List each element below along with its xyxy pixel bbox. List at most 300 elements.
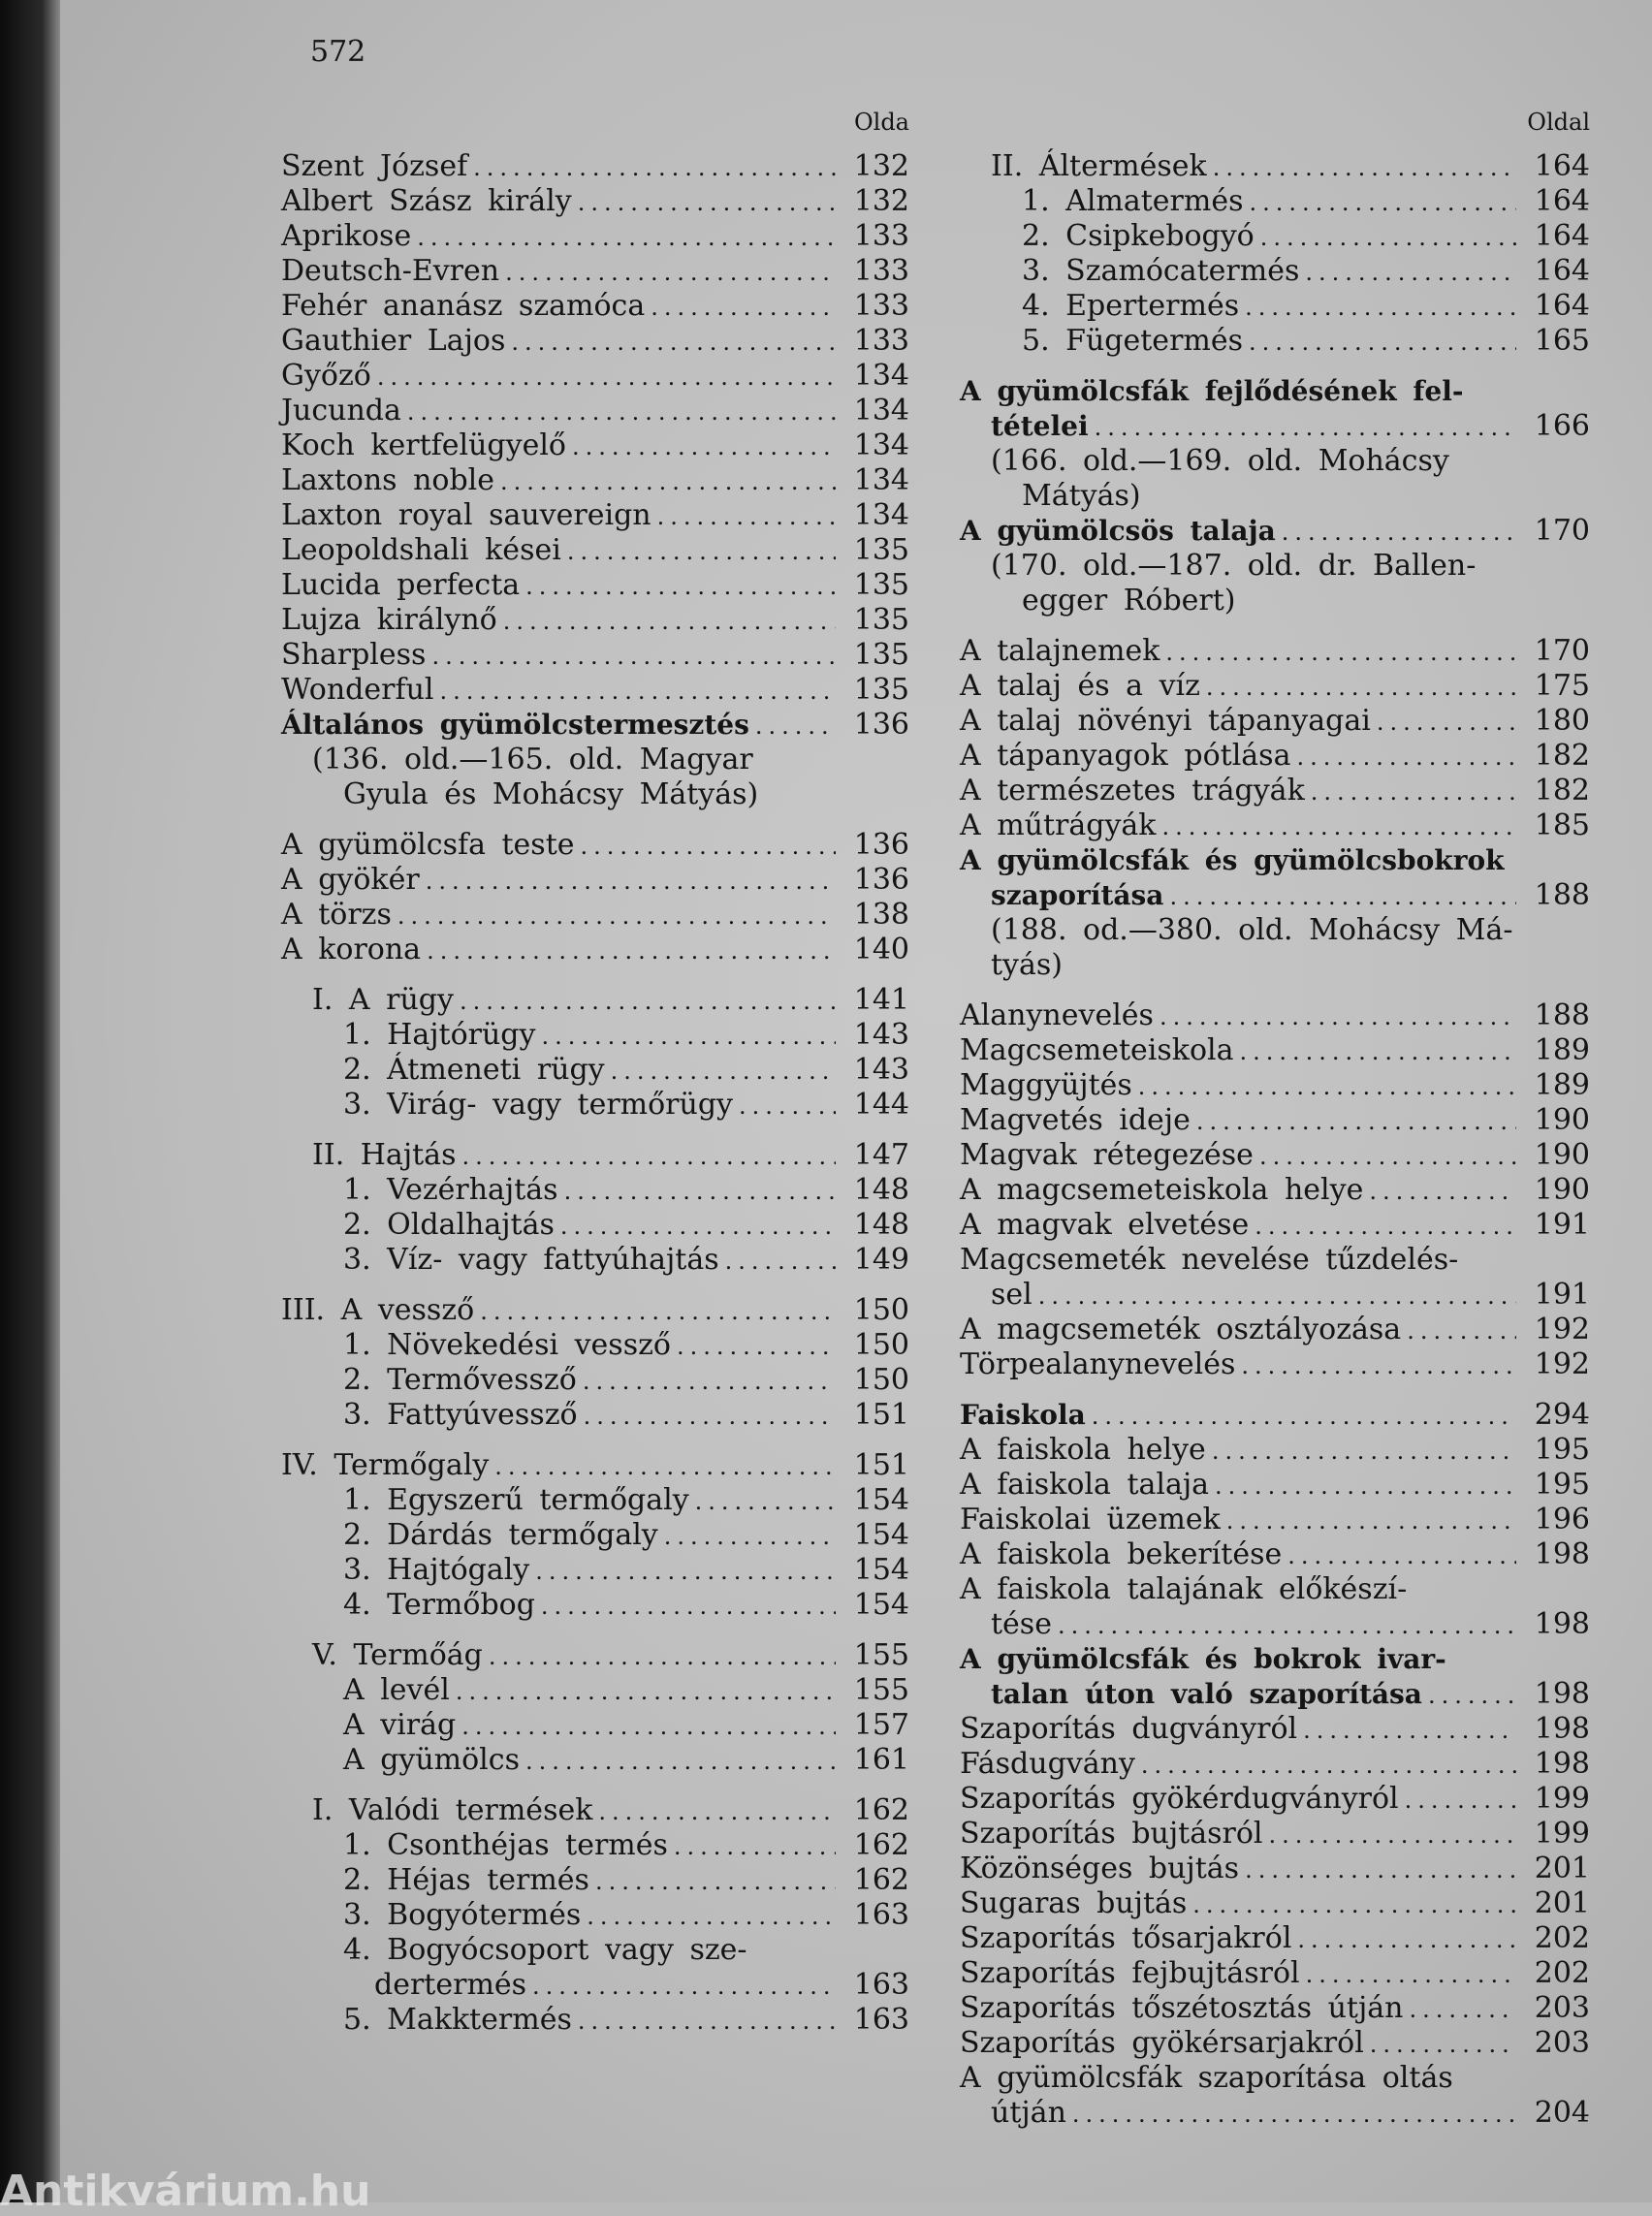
entry-page: 143 (853, 1018, 909, 1052)
toc-entry (281, 394, 909, 428)
entry-title: Albert Szász király (281, 184, 572, 218)
entry-title: Lujza királynő (281, 603, 497, 637)
entry-title: 4. Bogyócsoport vagy sze- (343, 1933, 747, 1967)
toc-entry (960, 1747, 1590, 1782)
toc-entry (960, 2061, 1590, 2096)
entry-page: 143 (853, 1053, 909, 1087)
dot-leader (1192, 1887, 1516, 1922)
entry-page: 190 (1534, 1138, 1590, 1172)
toc-entry (960, 1433, 1590, 1468)
entry-page: 162 (853, 1863, 909, 1897)
dot-leader (426, 864, 836, 899)
dot-leader (1370, 2027, 1516, 2062)
entry-title: egger Róbert) (1022, 584, 1236, 617)
toc-entry (960, 149, 1590, 184)
entry-page: 136 (853, 863, 909, 897)
dot-leader (1058, 1608, 1516, 1643)
toc-entry (960, 1138, 1590, 1173)
entry-title: II. Hajtás (312, 1138, 457, 1172)
entry-title: 1. Egyszerű termőgaly (343, 1483, 689, 1517)
dot-leader (541, 1019, 836, 1054)
toc-entry (960, 774, 1590, 808)
toc-entry (960, 808, 1590, 843)
toc-entry (281, 1518, 909, 1553)
entry-title: A virág (343, 1708, 457, 1742)
entry-page: 134 (853, 428, 909, 462)
entry-page: 154 (853, 1553, 909, 1587)
dot-leader (1245, 290, 1516, 325)
entry-title: A faiskola talajának előkészí- (960, 1572, 1408, 1606)
entry-title: Szaporítás gyökérsarjakról (960, 2026, 1364, 2060)
entry-page: 138 (853, 898, 909, 932)
dot-leader (1369, 1174, 1516, 1209)
entry-page: 163 (853, 1968, 909, 2002)
entry-title: A törzs (281, 898, 392, 932)
dot-leader (1138, 1069, 1516, 1104)
entry-title: szaporítása (991, 879, 1164, 911)
dot-leader (581, 829, 836, 864)
toc-entry (960, 1712, 1590, 1747)
entry-page: 164 (1534, 254, 1590, 288)
entry-title: Magcsemeték nevelése tűzdelés- (960, 1243, 1459, 1277)
toc-entry (281, 983, 909, 1018)
toc-entry (281, 1328, 909, 1363)
dot-leader (1169, 879, 1516, 914)
toc-entry (960, 1103, 1590, 1138)
dot-leader (677, 1329, 836, 1364)
toc-entry (281, 1933, 909, 1968)
toc-entry (960, 1033, 1590, 1068)
entry-title: Aprikose (281, 219, 412, 253)
toc-entry (281, 1638, 909, 1673)
entry-title: II. Áltermések (991, 149, 1207, 183)
dot-leader (1141, 1748, 1516, 1783)
toc-entry (281, 1398, 909, 1433)
entry-page: 136 (853, 708, 909, 742)
toc-entry (960, 444, 1590, 479)
entry-title: A magcsemeteiskola helye (960, 1173, 1364, 1207)
entry-page: 188 (1534, 878, 1590, 912)
dot-leader (1303, 1713, 1516, 1748)
toc-entry (281, 324, 909, 359)
toc-entry (960, 1398, 1590, 1433)
entry-title: 3. Víz- vagy fattyúhajtás (343, 1243, 719, 1277)
toc-entry (281, 1793, 909, 1828)
entry-title: A faiskola helye (960, 1433, 1206, 1467)
toc-entry (281, 1828, 909, 1863)
dot-leader (1072, 2097, 1516, 2132)
entry-title: 4. Epertermés (1022, 289, 1240, 323)
dot-leader (598, 1794, 836, 1829)
toc-entry (281, 673, 909, 708)
dot-leader (1215, 1469, 1516, 1504)
entry-title: 2. Héjas termés (343, 1863, 589, 1897)
entry-page: 150 (853, 1293, 909, 1327)
toc-entry (281, 1208, 909, 1243)
toc-entry (960, 998, 1590, 1033)
entry-page: 133 (853, 324, 909, 358)
dot-leader (431, 639, 836, 674)
entry-title: Wonderful (281, 673, 434, 707)
entry-title: Jucunda (281, 394, 401, 427)
dot-leader (1296, 740, 1516, 775)
entry-page: 294 (1534, 1398, 1590, 1432)
entry-title: sel (991, 1278, 1032, 1312)
dot-leader (407, 395, 836, 429)
dot-leader (1196, 1104, 1516, 1139)
toc-entry (960, 254, 1590, 289)
entry-title: 3. Fattyúvessző (343, 1398, 578, 1432)
toc-entry (281, 1448, 909, 1483)
entry-title: I. Valódi termések (312, 1793, 593, 1827)
entry-page: 190 (1534, 1173, 1590, 1207)
entry-title: 3. Szamócatermés (1022, 254, 1300, 288)
entry-page: 199 (1534, 1782, 1590, 1816)
entry-page: 148 (853, 1208, 909, 1242)
entry-page: 180 (1534, 704, 1590, 738)
entry-title: 2. Csipkebogyó (1022, 219, 1255, 253)
entry-page: 191 (1534, 1208, 1590, 1242)
entry-page: 135 (853, 673, 909, 707)
entry-title: III. A vessző (281, 1293, 475, 1327)
dot-leader (1405, 1783, 1516, 1818)
entry-title: Magvak rétegezése (960, 1138, 1254, 1172)
toc-entry (960, 704, 1590, 739)
dot-leader (651, 290, 836, 325)
entry-title: (136. old.—165. old. Magyar (312, 743, 753, 776)
dot-leader (461, 1709, 836, 1744)
entry-title: útján (991, 2096, 1066, 2130)
toc-entry (281, 149, 909, 184)
entry-page: 170 (1534, 634, 1590, 668)
dot-leader (503, 604, 836, 639)
entry-title: (188. od.—380. old. Mohácsy Má- (991, 913, 1513, 947)
entry-title: A korona (281, 933, 422, 966)
toc-entry (281, 828, 909, 863)
entry-title: tyás) (991, 948, 1063, 982)
dot-leader (1428, 1678, 1516, 1713)
dot-leader (1239, 1034, 1516, 1069)
entry-title: A gyümölcsfa teste (281, 828, 575, 862)
entry-page: 182 (1534, 774, 1590, 807)
toc-entry (281, 1588, 909, 1623)
entry-page: 132 (853, 149, 909, 183)
entry-page: 150 (853, 1363, 909, 1397)
entry-page: 198 (1534, 1747, 1590, 1781)
entry-title: Faiskola (960, 1399, 1086, 1431)
dot-leader (755, 709, 836, 744)
toc-entry (281, 1088, 909, 1123)
toc-entry (960, 409, 1590, 444)
dot-leader (532, 1969, 836, 2004)
entry-page: 198 (1534, 1677, 1590, 1711)
dot-leader (535, 1554, 836, 1589)
toc-entry (281, 428, 909, 463)
toc-entry (960, 1572, 1590, 1607)
entry-title: A műtrágyák (960, 808, 1157, 842)
entry-title: A tápanyagok pótlása (960, 739, 1291, 773)
dot-leader (480, 1294, 836, 1329)
entry-title: Alanynevelés (960, 998, 1154, 1032)
toc-entry (281, 184, 909, 219)
dot-leader (1250, 185, 1517, 220)
entry-page: 148 (853, 1173, 909, 1207)
dot-leader (1212, 1434, 1516, 1469)
toc-entry (960, 479, 1590, 514)
toc-entry (281, 1968, 909, 2003)
dot-leader (567, 534, 836, 569)
entry-title: Faiskolai üzemek (960, 1503, 1221, 1536)
entry-title: Magvetés ideje (960, 1103, 1191, 1137)
dot-leader (584, 1399, 836, 1434)
dot-leader (1407, 1314, 1516, 1348)
entry-title: tése (991, 1607, 1052, 1641)
toc-entry (960, 1886, 1590, 1921)
toc-entry (281, 743, 909, 777)
entry-page: 198 (1534, 1537, 1590, 1571)
entry-title: A gyümölcsfák szaporítása oltás (960, 2061, 1453, 2095)
entry-page: 195 (1534, 1468, 1590, 1502)
entry-page: 201 (1534, 1852, 1590, 1885)
entry-title: 2. Átmeneti rügy (343, 1053, 605, 1087)
entry-title: 2. Oldalhajtás (343, 1208, 555, 1242)
entry-title: Gyula és Mohácsy Mátyás) (343, 777, 759, 811)
entry-page: 154 (853, 1588, 909, 1622)
entry-title: Törpealanynevelés (960, 1347, 1236, 1381)
dot-leader (1245, 1852, 1516, 1887)
entry-title: Sharpless (281, 638, 427, 672)
toc-entry (960, 1852, 1590, 1886)
dot-leader (440, 674, 837, 709)
dot-leader (1260, 220, 1516, 255)
toc-entry (960, 634, 1590, 669)
dot-leader (578, 185, 836, 220)
entry-title: Fásdugvány (960, 1747, 1135, 1781)
toc-entry (281, 777, 909, 812)
entry-title: tételei (991, 410, 1089, 442)
entry-title: A magvak elvetése (960, 1208, 1250, 1242)
entry-page: 199 (1534, 1817, 1590, 1851)
toc-entry (960, 289, 1590, 324)
toc-entry (960, 1347, 1590, 1382)
toc-entry (960, 913, 1590, 948)
dot-leader (587, 1899, 836, 1934)
entry-page: 201 (1534, 1886, 1590, 1920)
entry-page: 140 (853, 933, 909, 966)
entry-page: 182 (1534, 739, 1590, 773)
entry-page: 175 (1534, 669, 1590, 703)
entry-title: 4. Termőbog (343, 1588, 535, 1622)
toc-entry (960, 1921, 1590, 1956)
dot-leader (564, 1174, 836, 1209)
dot-leader (1206, 670, 1516, 705)
entry-page: 157 (853, 1708, 909, 1742)
dot-leader (397, 899, 836, 934)
toc-entry (960, 1173, 1590, 1208)
toc-entry (960, 1313, 1590, 1347)
entry-page: 189 (1534, 1068, 1590, 1102)
dot-leader (1297, 1922, 1516, 1957)
entry-page: 133 (853, 254, 909, 288)
entry-page: 202 (1534, 1921, 1590, 1955)
entry-title: 2. Termővessző (343, 1363, 577, 1397)
entry-title: 3. Hajtógaly (343, 1553, 530, 1587)
dot-leader (560, 1209, 836, 1244)
toc-entry (281, 254, 909, 289)
entry-title: A talaj és a víz (960, 669, 1200, 703)
entry-page: 196 (1534, 1503, 1590, 1536)
entry-page: 164 (1534, 184, 1590, 218)
toc-entry (960, 2096, 1590, 2131)
entry-title: Szaporítás dugványról (960, 1712, 1298, 1746)
toc-entry (960, 1503, 1590, 1537)
entry-page: 132 (853, 184, 909, 218)
toc-entry (281, 708, 909, 743)
entry-title: 2. Dárdás termőgaly (343, 1518, 658, 1552)
entry-title: Sugaras bujtás (960, 1886, 1188, 1920)
entry-title: Általános gyümölcstermesztés (281, 709, 749, 741)
dot-leader (657, 499, 836, 534)
toc-entry (960, 584, 1590, 618)
toc-entry (960, 1782, 1590, 1817)
entry-title: A gyümölcsfák és gyümölcsbokrok (960, 844, 1505, 876)
dot-leader (1161, 809, 1516, 844)
dot-leader (461, 1139, 836, 1174)
entry-title: Leopoldshali kései (281, 533, 561, 567)
dot-leader (460, 984, 836, 1019)
toc-entry (960, 1956, 1590, 1991)
entry-title: A faiskola bekerítése (960, 1537, 1283, 1571)
toc-entry (960, 1278, 1590, 1313)
dot-leader (595, 1864, 836, 1899)
toc-entry (281, 1243, 909, 1278)
toc-entry (281, 1483, 909, 1518)
toc-entry (960, 1208, 1590, 1243)
entry-page: 165 (1534, 324, 1590, 358)
entry-page: 190 (1534, 1103, 1590, 1137)
page-column-header: Oldal (1527, 109, 1590, 136)
dot-leader (511, 325, 836, 360)
entry-page: 161 (853, 1743, 909, 1777)
dot-leader (1311, 775, 1516, 809)
dot-leader (1377, 705, 1516, 740)
entry-title: 5. Fügetermés (1022, 324, 1244, 358)
toc-entry (960, 1537, 1590, 1572)
entry-title: A levél (343, 1673, 450, 1707)
dot-leader (1282, 515, 1516, 550)
dot-leader (664, 1519, 836, 1554)
dot-leader (1255, 1209, 1516, 1244)
toc-entry (960, 669, 1590, 704)
entry-page: 164 (1534, 289, 1590, 323)
entry-page: 198 (1534, 1607, 1590, 1641)
entry-page: 135 (853, 568, 909, 602)
dot-leader (377, 360, 836, 395)
entry-page: 204 (1534, 2096, 1590, 2130)
dot-leader (611, 1054, 836, 1089)
dot-leader (1038, 1279, 1516, 1314)
entry-title: A magcsemeték osztályozása (960, 1313, 1402, 1346)
entry-title: Szaporítás tőszétosztás útján (960, 1991, 1404, 2025)
dot-leader (1409, 1992, 1516, 2027)
toc-entry (960, 374, 1590, 409)
entry-title: Fehér ananász szamóca (281, 289, 646, 323)
toc-entry (281, 1138, 909, 1173)
toc-entry (281, 1708, 909, 1743)
entry-page: 203 (1534, 1991, 1590, 2025)
entry-page: 189 (1534, 1033, 1590, 1067)
entry-page: 144 (853, 1088, 909, 1122)
toc-entry (281, 898, 909, 933)
toc-entries (960, 149, 1590, 2131)
entry-title: A talajnemek (960, 634, 1160, 668)
entry-page: 147 (853, 1138, 909, 1172)
entry-title: A természetes trágyák (960, 774, 1305, 807)
toc-entry (960, 1243, 1590, 1278)
entry-page: 192 (1534, 1347, 1590, 1381)
dot-leader (456, 1674, 836, 1709)
entry-page: 135 (853, 638, 909, 672)
dot-leader (1092, 1399, 1516, 1434)
dot-leader (695, 1484, 836, 1519)
toc-entry (960, 948, 1590, 983)
toc-entry (281, 289, 909, 324)
toc-entry (281, 1173, 909, 1208)
dot-leader (427, 934, 836, 968)
toc-entry (960, 1068, 1590, 1103)
entry-page: 191 (1534, 1278, 1590, 1312)
entry-page: 163 (853, 2003, 909, 2037)
entry-title: A faiskola talaja (960, 1468, 1210, 1502)
entry-page: 135 (853, 533, 909, 567)
entry-title: IV. Termőgaly (281, 1448, 490, 1482)
entry-page: 149 (853, 1243, 909, 1277)
book-spine-shadow (0, 0, 60, 2202)
dot-leader (578, 2004, 836, 2039)
entry-page: 150 (853, 1328, 909, 1362)
toc-entry (960, 1642, 1590, 1677)
entry-title: Mátyás) (1022, 479, 1141, 513)
entry-title: 1. Hajtórügy (343, 1018, 536, 1052)
dot-leader (674, 1829, 836, 1864)
entry-page: 162 (853, 1793, 909, 1827)
dot-leader (1160, 999, 1516, 1034)
entry-page: 166 (1534, 409, 1590, 443)
page-column-header: Olda (853, 109, 909, 136)
toc-entry (281, 219, 909, 254)
dot-leader (505, 255, 836, 290)
entry-page: 133 (853, 219, 909, 253)
entry-title: A gyümölcsfák és bokrok ivar- (960, 1643, 1446, 1675)
entry-page: 151 (853, 1448, 909, 1482)
page-number: 572 (310, 35, 366, 69)
toc-entry (281, 2003, 909, 2038)
toc-entry (281, 463, 909, 498)
toc-entry (281, 568, 909, 603)
toc-entry (281, 498, 909, 533)
entry-page: 136 (853, 828, 909, 862)
entry-title: A talaj növényi tápanyagai (960, 704, 1371, 738)
dot-leader (1287, 1538, 1516, 1573)
toc-entry (960, 324, 1590, 359)
entry-page: 202 (1534, 1956, 1590, 1990)
toc-entry (281, 1363, 909, 1398)
entry-title: 5. Makktermés (343, 2003, 572, 2037)
dot-leader (1306, 1957, 1516, 1992)
dot-leader (1259, 1139, 1516, 1174)
entry-title: Gauthier Lajos (281, 324, 506, 358)
dot-leader (1095, 410, 1516, 445)
